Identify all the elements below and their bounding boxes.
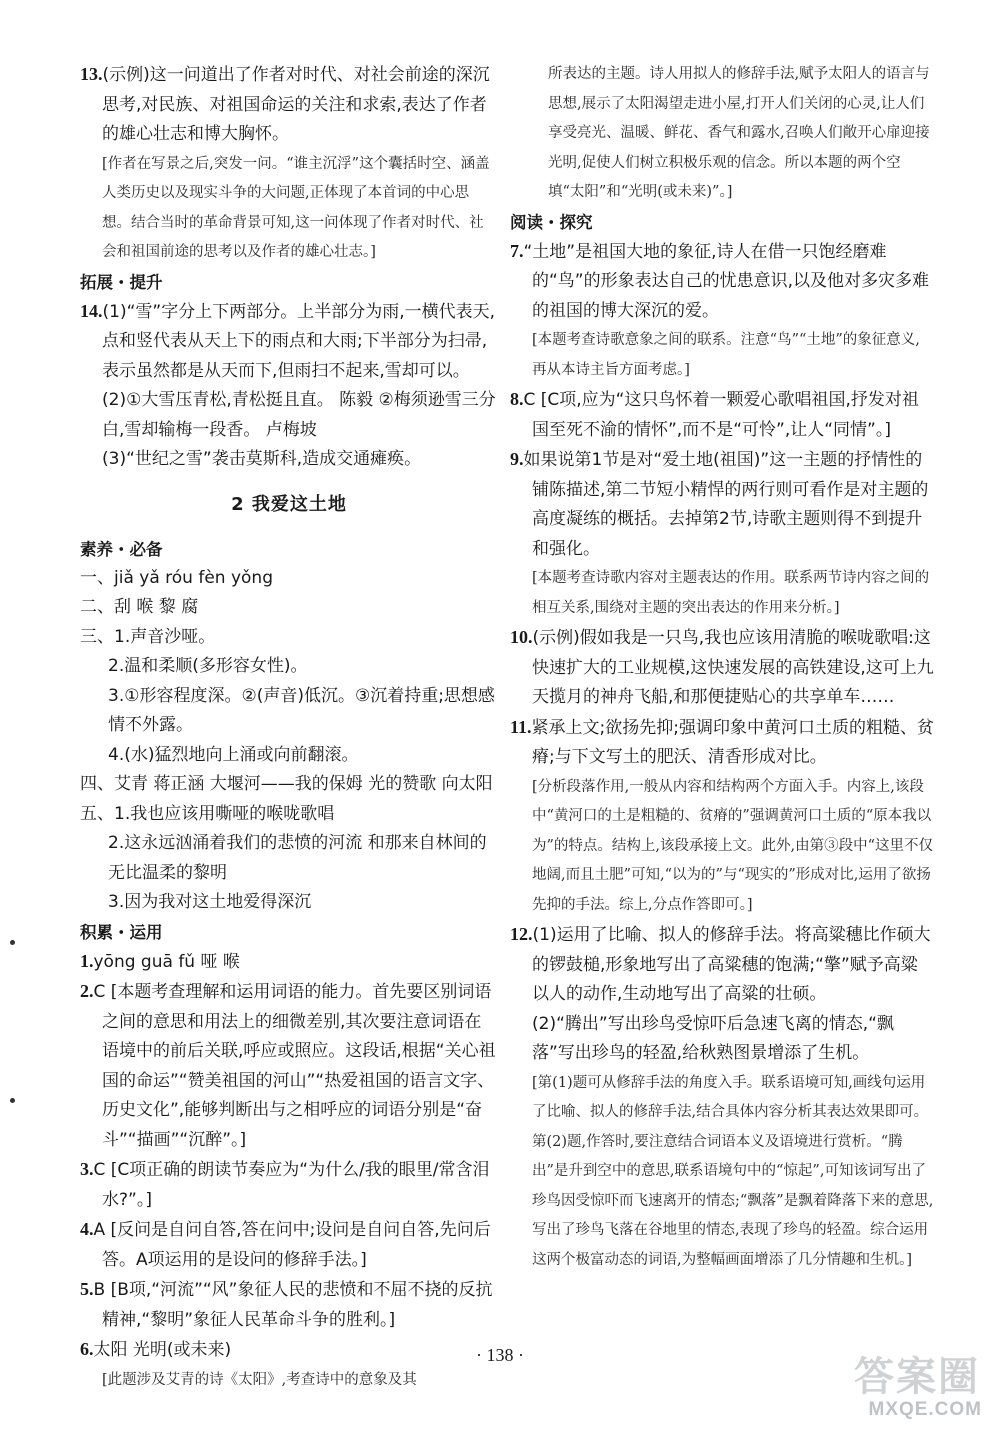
jilei-1	[80, 947, 498, 978]
answer-note: [此题涉及艾青的诗《太阳》,考查诗中的意象及其	[102, 1371, 417, 1388]
item-san-3: 3.①形容程度深。②(声音)低沉。③沉着持重;思想感情不外露。	[108, 685, 495, 735]
item-wu-3: 3.因为我对这土地爱得深沉	[108, 892, 312, 912]
answer-note: [分析段落作用,一般从内容和结构两个方面入手。内容上,该段中“黄河口的土是粗糙的、贫瘠的”强调黄河口土质的“原本我以为”的特点。结构上,该段承接上文。此外,由第③段中“这里不仅地阔,而且土肥”可知,“以为的”与“现实的”形成对比,运用了欲扬先抑的手法。综上,分点作答即可。]	[532, 778, 934, 913]
answer-note: [第(1)题可从修辞手法的角度入手。联系语境可知,画线句运用了比喻、拟人的修辞手法,结合具体内容分析其表达效果即可。第(2)题,作答时,要注意结合词语本义及语境进行赏析。“腾出”是升到空中的意思,联系语境句中的“惊起”,可知该词写出了珍鸟因受惊吓而飞速离开的情态;“飘落”是飘着降落下来的意思,写出了珍鸟飞落在谷地里的情态,表现了珍鸟的轻盈。综合运用这两个极富动态的词语,为整幅画面增添了几分情趣和生机。]	[532, 1074, 934, 1268]
answer-text: yōng guā fǔ 哑 喉	[93, 951, 240, 972]
answer-note: [本题考查诗歌内容对主题表达的作用。联系两节诗内容之间的相互关系,围绕对主题的突出表达的作用来分析。]	[532, 570, 930, 616]
right-column	[510, 60, 934, 1275]
page-number: · 138 ·	[476, 1345, 524, 1365]
answer-text: (示例)假如我是一只鸟,我也应该用清脆的喉咙歌唱:这快速扩大的工业规模,这快速发展的高铁建设,这可上九天揽月的神舟飞船,和那便捷贴心的共享单车……	[532, 628, 934, 707]
answer-note: [本题考查诗歌意象之间的联系。注意“鸟”“土地”的象征意义,再从本诗主旨方面考虑。]	[532, 332, 920, 378]
item-san-4: 4.(水)猛烈地向上涌或向前翻滚。	[108, 744, 359, 765]
jilei-3	[80, 1155, 498, 1215]
answer-8	[510, 385, 934, 445]
answer-9	[510, 445, 934, 564]
answer-text: (1)“雪”字分上下两部分。上半部分为雨,一横代表天,点和竖代表从天上下的雨点和大雨;下半部分为扫帚,表示虽然都是从天而下,但雨扫不起来,雪却可以。	[102, 301, 496, 381]
item-yi: 一、jiǎ yǎ róu fèn yǒng	[80, 567, 273, 588]
answer-text: (示例)这一问道出了作者对时代、对社会前途的深沉思考,对民族、对祖国命运的关注和求索,表达了作者的雄心壮志和博大胸怀。	[102, 65, 490, 144]
answer-14	[80, 297, 498, 387]
margin-dot	[10, 1098, 15, 1103]
item-wu-1: 1.我也应该用嘶哑的喉咙歌唱	[114, 803, 335, 824]
answer-10	[510, 623, 934, 713]
item-san-2: 2.温和柔顺(多形容女性)。	[108, 656, 308, 676]
question-number: 10.	[510, 627, 533, 647]
item-san-label: 三、	[80, 626, 114, 647]
question-number: 6.	[80, 1339, 94, 1359]
answer-12	[510, 920, 934, 1010]
question-number: 14.	[80, 300, 103, 321]
section-heading-suyang: 素养・必备	[80, 539, 163, 559]
answer-text: 太阳 光明(或未来)	[93, 1340, 232, 1360]
item-wu-label: 五、	[80, 803, 114, 824]
answer-note: [作者在写景之后,突发一问。“谁主沉浮”这个囊括时空、涵盖人类历史以及现实斗争的大问题,正体现了本首词的中心思想。结合当时的革命背景可知,这一问体现了作者对时代、社会和祖国前途的思考以及作者的雄心壮志。]	[102, 155, 490, 260]
question-number: 5.	[80, 1279, 94, 1299]
answer-text: C [C项正确的朗读节奏应为“为什么/我的眼里/常含泪水?”。]	[93, 1160, 490, 1210]
answer-text: “土地”是祖国大地的象征,诗人在借一只饱经磨难的“鸟”的形象表达自己的忧患意识,以及他对多灾多难的祖国的博大深沉的爱。	[523, 241, 930, 321]
jilei-4	[80, 1215, 498, 1275]
answer-text: A [反问是自问自答,答在问中;设问是自问自答,先问后答。A项运用的是设问的修辞手法。]	[93, 1220, 491, 1270]
answer-11	[510, 713, 934, 773]
answer-text: C [本题考查理解和运用词语的能力。首先要区别词语之间的意思和用法上的细微差别,其次要注意词语在语境中的前后关联,呼应或照应。这段话,根据“关心祖国的命运”“赞美祖国的河山”“热爱祖国的语言文字、历史文化”,能够判断出与之相呼应的词语分别是“奋斗”“描画”“沉醉”。]	[93, 982, 496, 1150]
question-number: 2.	[80, 981, 94, 1001]
answer-text: C [C项,应为“这只鸟怀着一颗爱心歌唱祖国,抒发对祖国至死不渝的情怀”,而不是“可怜”,让人“同情”。]	[523, 390, 919, 440]
item-wu	[80, 800, 498, 830]
answer-13	[80, 60, 498, 150]
margin-dot	[10, 940, 15, 945]
item-wu-2: 2.这永远汹涌着我们的悲愤的河流 和那来自林间的无比温柔的黎明	[108, 833, 487, 883]
watermark-url: MXQE.COM	[868, 1399, 982, 1420]
answer-14-part2: (2)①大雪压青松,青松挺且直。 陈毅 ②梅须逊雪三分白,雪却输梅一段香。 卢梅坡	[102, 390, 496, 440]
answer-text: (1)运用了比喻、拟人的修辞手法。将高粱穗比作硕大的锣鼓槌,形象地写出了高粱穗的饱满;“擎”赋予高粱以人的动作,生动地写出了高粱的壮硕。	[532, 925, 931, 1004]
question-number: 4.	[80, 1219, 94, 1239]
item-er: 二、刮 喉 黎 腐	[80, 597, 199, 617]
answer-text: 如果说第1节是对“爱土地(祖国)”这一主题的抒情性的铺陈描述,第二节短小精悍的两行则可看作是对主题的高度凝练的概括。去掉第2节,诗歌主题则得不到提升和强化。	[523, 450, 929, 559]
question-number: 8.	[510, 389, 524, 409]
answer-12-part2: (2)“腾出”写出珍鸟受惊吓后急速飞离的情态,“飘落”写出珍鸟的轻盈,给秋熟图景增添了生机。	[532, 1013, 894, 1063]
item-san	[80, 623, 498, 653]
question-number: 3.	[80, 1159, 94, 1179]
answer-text: B [B项,“河流”“风”象征人民的悲愤和不屈不挠的反抗精神,“黎明”象征人民革命斗争的胜利。]	[93, 1280, 493, 1330]
section-heading-yuedu: 阅读・探究	[510, 212, 593, 232]
item-san-1: 1.声音沙哑。	[114, 626, 216, 647]
section-heading-tuozhan: 拓展・提升	[80, 272, 163, 292]
question-number: 13.	[80, 64, 103, 84]
jilei-5	[80, 1275, 498, 1335]
question-number: 11.	[510, 716, 532, 737]
answer-7	[510, 237, 934, 327]
question-number: 9.	[510, 449, 524, 469]
lesson-title: 2 我爱这土地	[231, 493, 347, 515]
watermark	[816, 1343, 986, 1423]
answer-text: 紧承上文;欲扬先抑;强调印象中黄河口土质的粗糙、贫瘠;与下文写土的肥沃、清香形成对比。	[531, 717, 934, 767]
question-number: 7.	[510, 240, 524, 261]
section-heading-jilei: 积累・运用	[80, 922, 163, 942]
continued-note: 所表达的主题。诗人用拟人的修辞手法,赋予太阳人的语言与思想,展示了太阳渴望走进小屋,打开人们关闭的心灵,让人们享受亮光、温暖、鲜花、香气和露水,召唤人们敞开心扉迎接光明,促使人们树立积极乐观的信念。所以本题的两个空填“太阳”和“光明(或未来)”。]	[548, 66, 930, 200]
question-number: 12.	[510, 924, 533, 944]
watermark-logo: 答案圈	[854, 1354, 980, 1400]
question-number: 1.	[80, 950, 94, 971]
left-column	[80, 60, 498, 1395]
answer-14-part3: (3)“世纪之雪”袭击莫斯科,造成交通瘫痪。	[102, 449, 422, 469]
jilei-2	[80, 977, 498, 1155]
item-si: 四、艾青 蒋正涵 大堰河——我的保姆 光的赞歌 向太阳	[80, 774, 493, 794]
